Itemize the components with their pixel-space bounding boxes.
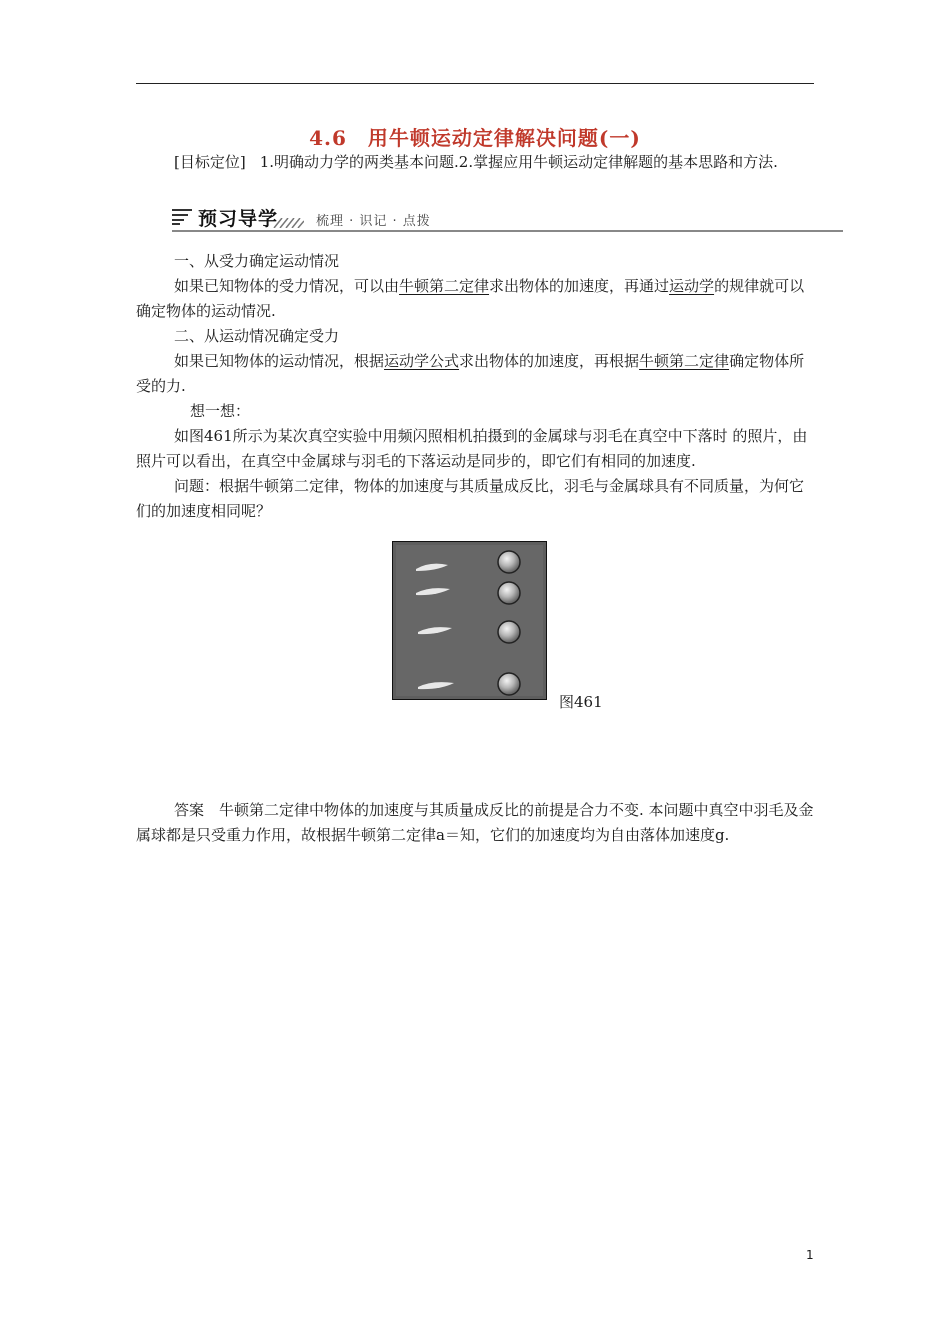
section1-answer-1: 牛顿第二定律 — [399, 277, 490, 295]
figure-caption: 图461 — [559, 693, 603, 711]
section1-heading: 一、从受力确定运动情况 — [174, 252, 340, 270]
banner-subtitle: 梳理 · 识记 · 点拨 — [316, 214, 431, 229]
section2-answer-2: 牛顿第二定律 — [639, 352, 730, 370]
section1-text-c: 的规律就可以确定物体的运动情况. — [136, 277, 805, 320]
section1-answer-2: 运动学 — [669, 277, 715, 295]
page-number: 1 — [806, 1248, 814, 1262]
section2-text-c: 确定物体所受的力. — [136, 352, 805, 395]
banner-hatch-icon — [272, 218, 304, 228]
objective-label: [目标定位] — [174, 153, 246, 171]
section2-text-b: 求出物体的加速度，再根据 — [459, 352, 640, 370]
objective-text: 1.明确动力学的两类基本问题.2.掌握应用牛顿运动定律解题的基本思路和方法. — [259, 153, 778, 171]
section2-paragraph — [136, 349, 814, 399]
section1-paragraph — [136, 274, 814, 324]
section2-answer-1: 运动学公式 — [384, 352, 460, 370]
think-label: 想一想： — [190, 402, 251, 420]
think-paragraph: 如图461所示为某次真空实验中用频闪照相机拍摄到的金属球与羽毛在真空中下落时 的照片，由照片可以看出，在真空中金属球与羽毛的下落运动是同步的，即它们有相同的加速度. — [136, 427, 808, 470]
banner-title: 预习导学 — [198, 208, 279, 230]
section1-text-b: 求出物体的加速度，再通过 — [489, 277, 670, 295]
header-rule — [136, 83, 814, 84]
answer-paragraph: 答案 牛顿第二定律中物体的加速度与其质量成反比的前提是合力不变. 本问题中真空中羽毛及金属球都是只受重力作用，故根据牛顿第二定律a＝知，它们的加速度均为自由落体加速度g. — [136, 801, 814, 844]
objective-paragraph — [136, 150, 814, 175]
question-paragraph: 问题：根据牛顿第二定律，物体的加速度与其质量成反比，羽毛与金属球具有不同质量，为何它们的加速度相同呢？ — [136, 477, 805, 520]
page-title: 4.6 用牛顿运动定律解决问题(一) — [309, 126, 641, 150]
banner-stripes-icon — [172, 209, 192, 225]
section-banner — [172, 204, 843, 234]
strobe-photo-figure — [392, 541, 547, 700]
section1-text-a: 如果已知物体的受力情况，可以由 — [174, 277, 400, 295]
section2-heading: 二、从运动情况确定受力 — [174, 327, 340, 345]
section2-text-a: 如果已知物体的运动情况，根据 — [174, 352, 385, 370]
banner-underline — [172, 230, 843, 232]
